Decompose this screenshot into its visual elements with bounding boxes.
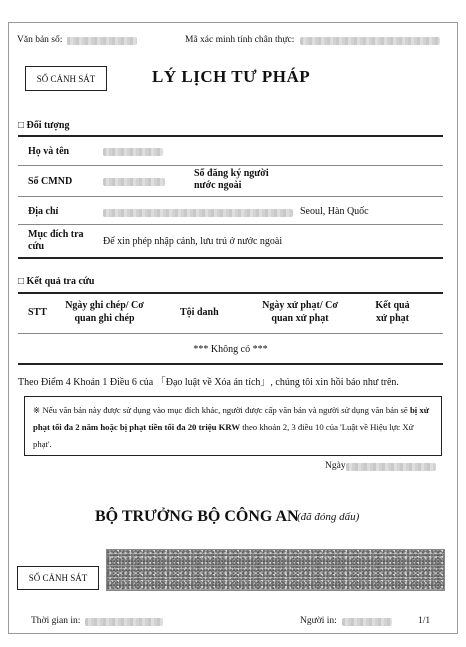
legal-basis-text: Theo Điểm 4 Khoản 1 Điều 6 của 「Đạo luật về Xóa án tích」, chúng tôi xin hồi báo như trên. (18, 377, 399, 388)
security-pattern-block (106, 549, 445, 591)
address-city: Seoul, Hàn Quốc (300, 206, 369, 217)
col-crime-header: Tội danh (180, 307, 219, 318)
notice-text-bold: bị xử phạt tối đa 2 năm hoặc bị phạt tiền tối đa 20 triệu KRW (33, 405, 429, 432)
name-label: Họ và tên (28, 146, 70, 157)
name-redacted (103, 148, 163, 156)
foreign-reg-label: Số đăng ký người nước ngoài (194, 168, 269, 191)
print-time-redacted (85, 618, 163, 626)
address-redacted (103, 209, 293, 217)
warning-notice-box (24, 396, 442, 456)
page-number: 1/1 (418, 616, 431, 626)
police-stamp-box (25, 66, 107, 91)
col-stt-header: STT (28, 307, 47, 318)
signatory-title: BỘ TRƯỞNG BỘ CÔNG AN (95, 508, 299, 525)
signatory-note: (đã đóng dấu) (297, 511, 360, 523)
printer-redacted (342, 618, 392, 626)
col-penalty-header: Ngày xử phạt/ Cơ quan xử phạt (262, 300, 338, 324)
section-results-heading: □ Kết quả tra cứu (18, 276, 95, 287)
address-label: Địa chỉ (28, 206, 59, 217)
stamp-label: SỐ CẢNH SÁT (36, 73, 96, 84)
verify-code-label: Mã xác minh tính chân thực: (185, 35, 295, 45)
doc-number-label: Văn bản số: (17, 35, 63, 45)
col-result-header: Kết quả xử phạt (375, 300, 410, 324)
row-divider (18, 224, 443, 225)
document-frame (8, 22, 458, 634)
row-divider (18, 196, 443, 197)
col-record-header: Ngày ghi chép/ Cơ quan ghi chép (65, 300, 144, 324)
section-subject-heading: □ Đối tượng (18, 120, 70, 131)
results-bottom-rule (18, 363, 443, 365)
purpose-value: Để xin phép nhập cảnh, lưu trú ở nước ngoài (103, 236, 283, 247)
print-time-label: Thời gian in: (31, 616, 81, 626)
printer-label: Người in: (300, 616, 337, 626)
notice-text-part2: theo khoản 2, 3 điều 10 của 'Luật về Hiệu lực Xử phạt'. (33, 422, 414, 449)
doc-number-redacted (67, 37, 137, 45)
stamp-label-bottom: SỐ CẢNH SÁT (28, 573, 88, 583)
verify-code-redacted (300, 37, 440, 45)
empty-result-row: *** Không có *** (193, 344, 268, 355)
id-redacted (103, 178, 165, 186)
date-redacted (346, 463, 436, 471)
notice-text-part1: ※ Nếu văn bản này được sử dụng vào mục đích khác, người được cấp văn bản và người sử dụng văn bản sẽ (33, 405, 410, 415)
subject-top-rule (18, 135, 443, 137)
results-top-rule (18, 292, 443, 294)
row-divider (18, 165, 443, 166)
document-title: LÝ LỊCH TƯ PHÁP (152, 67, 311, 86)
date-label: Ngày (325, 461, 346, 471)
id-label: Số CMND (28, 176, 73, 187)
subject-bottom-rule (18, 257, 443, 259)
header-rule (18, 333, 443, 334)
police-stamp-box-bottom (17, 566, 99, 590)
purpose-label: Mục đích tra cứu (28, 229, 84, 252)
